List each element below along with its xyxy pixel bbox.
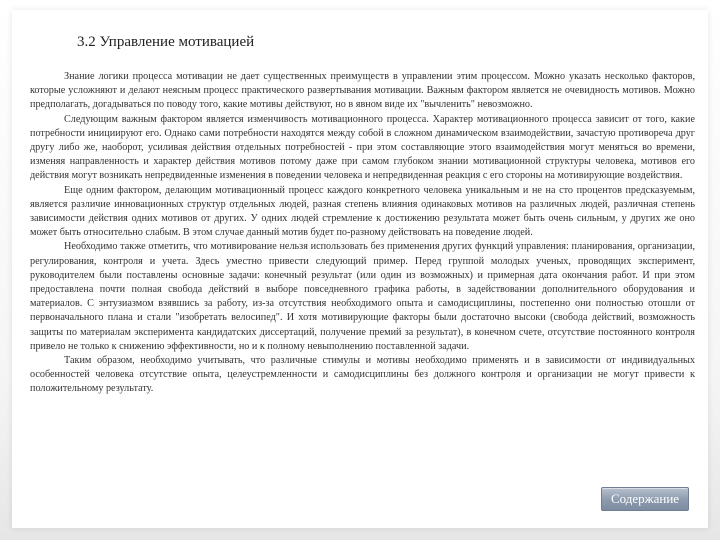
- page-title: 3.2 Управление мотивацией: [77, 34, 255, 50]
- paragraph: Еще одним фактором, делающим мотивационный процесс каждого конкретного человека уникальным и не на сто процентов предсказуемым, является различие инновационных структур отдельных людей, разная степень влияния одинаковых мотивов на различных людей, различная степень зависимости действия одних мотивов от других. У одних людей стремление к достижению результата может быть очень сильным, у других же оно может быть относительно слабым. В этом случае данный мотив будет по-разному действовать на поведение людей.: [30, 184, 695, 239]
- paragraph: Знание логики процесса мотивации не дает существенных преимуществ в управлении этим процессом. Можно указать несколько факторов, которые усложняют и делают неясным процесс практического развертывания мотивации. Важным фактором является не очевидность мотивов. Можно предполагать, догадываться по поводу того, какие мотивы действуют, но в явном виде их "вычленить" невозможно.: [30, 71, 695, 111]
- table-of-contents-button[interactable]: Содержание: [601, 487, 689, 511]
- paragraph: Необходимо также отметить, что мотивирование нельзя использовать без применения других функций управления: планирования, организации, регулирования, контроля и учета. Здесь уместно привести следующий пример. Перед группой молодых ученых, проводящих эксперимент, руководителем были поставлены основные задачи: конечный результат (или один из возможных) и примерная дата окончания работ. И при этом предоставлена почти полная свобода действий в выборе повседневного графика работы, в задействовании дополнительного оборудования и материалов. С энтузиазмом взявшись за работу, из-за отсутствия необходимого опыта и самодисциплины, постепенно они полностью отошли от первоначального плана и стали "изобретать велосипед". И хотя мотивирующие факторы были достаточно высоки (свобода действий, возможность защиты по материалам эксперимента кандидатских диссертаций, получение премий за результат), в конечном счете, отсутствие постоянного контроля привело не только к снижению эффективности, но и к полному невыполнению поставленной задачи.: [30, 241, 695, 352]
- paragraph: Таким образом, необходимо учитывать, что различные стимулы и мотивы необходимо применять и в зависимости от индивидуальных особенностей человека отсутствие опыта, целеустремленности и самодисциплины без должного контроля и организации не могут привести к положительному результату.: [30, 355, 695, 395]
- paragraph: Следующим важным фактором является изменчивость мотивационного процесса. Характер мотивационного процесса зависит от того, какие потребности инициируют его. Однако сами потребности находятся между собой в сложном динамическом взаимодействии, зачастую противореча друг другу либо же, наоборот, усиливая действия отдельных потребностей - при этом составляющие этого взаимодействия могут меняться во времени, изменяя направленность и характер действия мотивов потому даже при самом глубоком знании мотивационной структуры человека, мотивов его действия могут возникать непредвиденные изменения в поведении человека и непредвиденная реакция с его стороны на мотивирующие воздействия.: [30, 113, 695, 182]
- document-body: [30, 70, 695, 397]
